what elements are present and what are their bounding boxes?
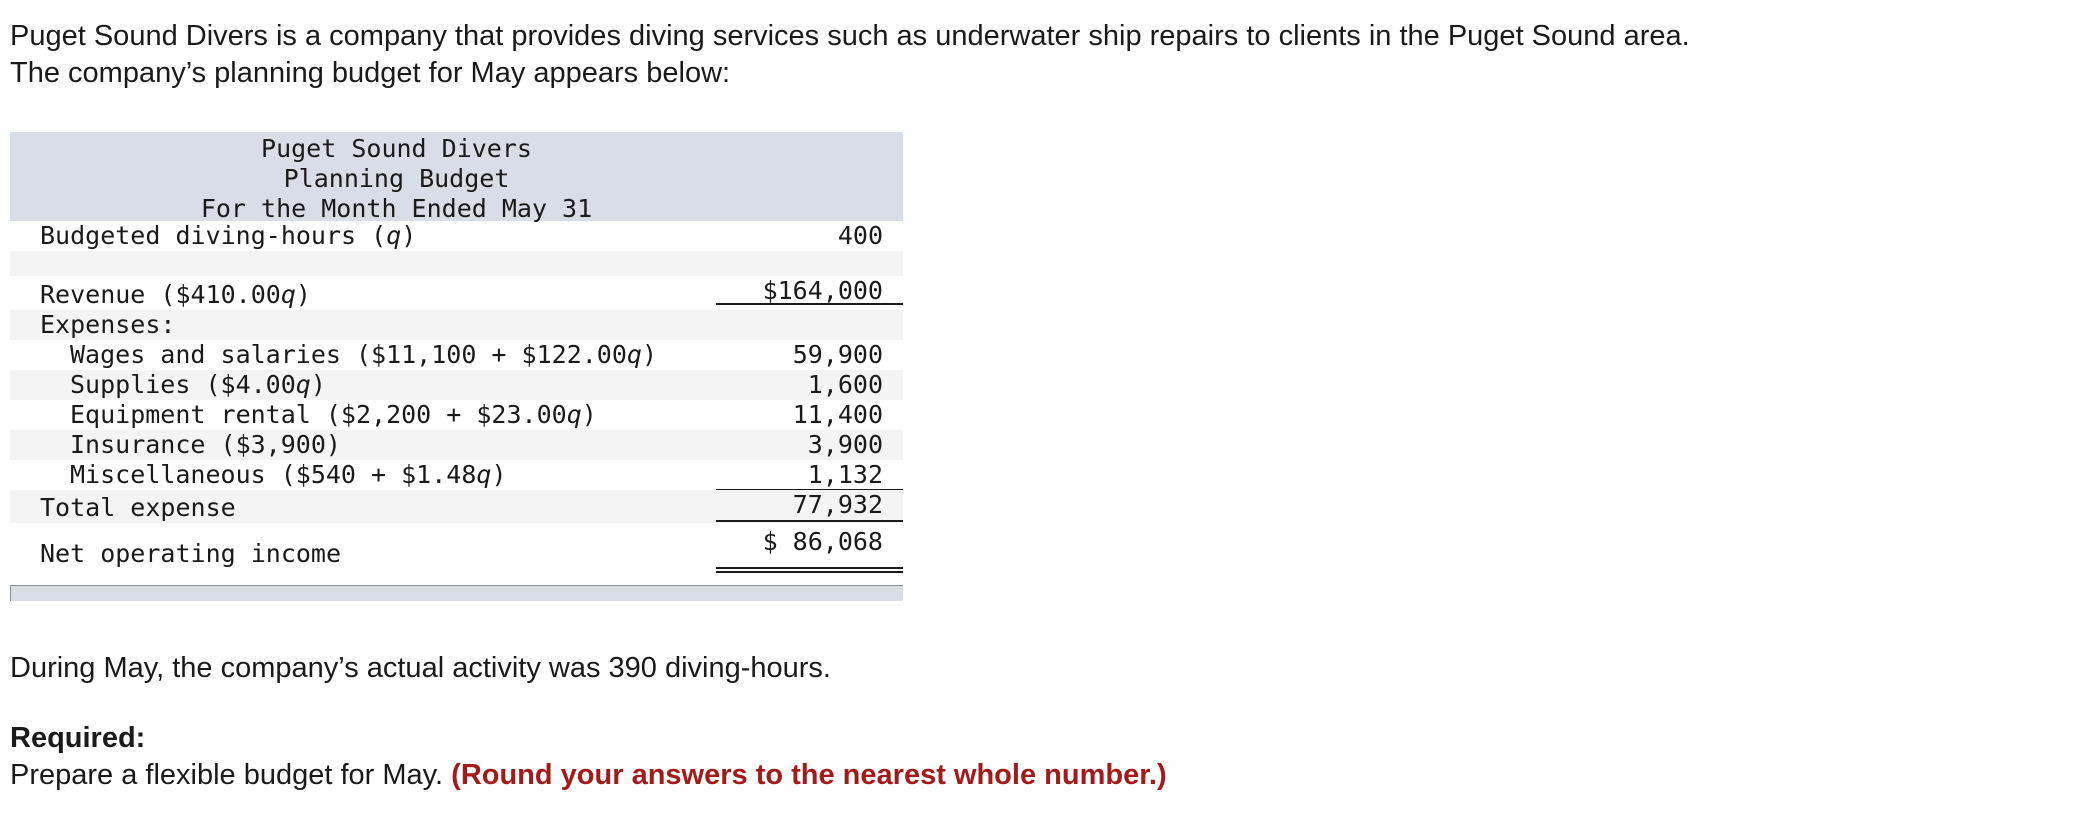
rounding-note: (Round your answers to the nearest whole number.) xyxy=(451,759,1167,791)
intro-line-1: Puget Sound Divers is a company that provides diving services such as underwater ship repairs to clients in the Puget Sound area. xyxy=(10,20,1690,52)
activity-statement: During May, the company’s actual activity was 390 diving-hours. xyxy=(10,652,831,684)
row-label: Wages and salaries ($11,100 + $122.00q) xyxy=(70,340,658,369)
row-amount: 11,400 xyxy=(792,400,883,429)
required-section xyxy=(10,720,1167,794)
budget-row-expenses-heading xyxy=(10,310,903,340)
row-amount: 1,600 xyxy=(807,370,883,399)
row-label: Insurance ($3,900) xyxy=(70,430,341,459)
required-instruction-line xyxy=(10,757,1167,794)
budget-row-miscellaneous xyxy=(10,460,903,490)
budget-row-net-operating-income xyxy=(10,523,903,573)
underline xyxy=(716,520,903,522)
row-label: Budgeted diving-hours (q) xyxy=(40,221,417,250)
row-label: Total expense xyxy=(40,493,236,522)
budget-row-spacer xyxy=(10,251,903,276)
budget-subtitle: Planning Budget xyxy=(283,164,510,193)
double-underline-bottom xyxy=(716,571,903,573)
row-label: Net operating income xyxy=(40,539,342,568)
double-underline-top xyxy=(716,567,903,569)
table-footer-bar xyxy=(10,585,903,601)
budget-row-insurance xyxy=(10,430,903,460)
intro-text xyxy=(10,18,2070,92)
row-amount: 400 xyxy=(837,221,883,250)
footer-tick xyxy=(10,586,11,601)
budget-row-total-expense xyxy=(10,490,903,523)
row-label: Miscellaneous ($540 + $1.48q) xyxy=(70,460,507,489)
row-label: Revenue ($410.00q) xyxy=(40,280,311,309)
row-amount: $164,000 xyxy=(762,276,883,305)
planning-budget-table xyxy=(10,132,903,573)
row-label: Supplies ($4.00q) xyxy=(70,370,326,399)
row-amount: 1,132 xyxy=(807,460,883,489)
row-label: Equipment rental ($2,200 + $23.00q) xyxy=(70,400,597,429)
budget-row-supplies xyxy=(10,370,903,400)
budget-header xyxy=(10,132,903,221)
required-heading: Required: xyxy=(10,722,146,754)
row-amount: $ 86,068 xyxy=(762,527,883,556)
intro-line-2: The company’s planning budget for May appears below: xyxy=(10,57,731,89)
row-label: Expenses: xyxy=(40,310,176,339)
required-instruction: Prepare a flexible budget for May. xyxy=(10,759,452,791)
row-amount: 3,900 xyxy=(807,430,883,459)
budget-row-wages xyxy=(10,340,903,370)
budget-period: For the Month Ended May 31 xyxy=(200,194,593,223)
row-amount: 59,900 xyxy=(792,340,883,369)
underline xyxy=(716,303,903,305)
budget-company-title: Puget Sound Divers xyxy=(261,134,532,163)
budget-row-equipment-rental xyxy=(10,400,903,430)
budget-row-diving-hours xyxy=(10,221,903,251)
row-amount: 77,932 xyxy=(792,490,883,519)
budget-row-revenue xyxy=(10,276,903,310)
